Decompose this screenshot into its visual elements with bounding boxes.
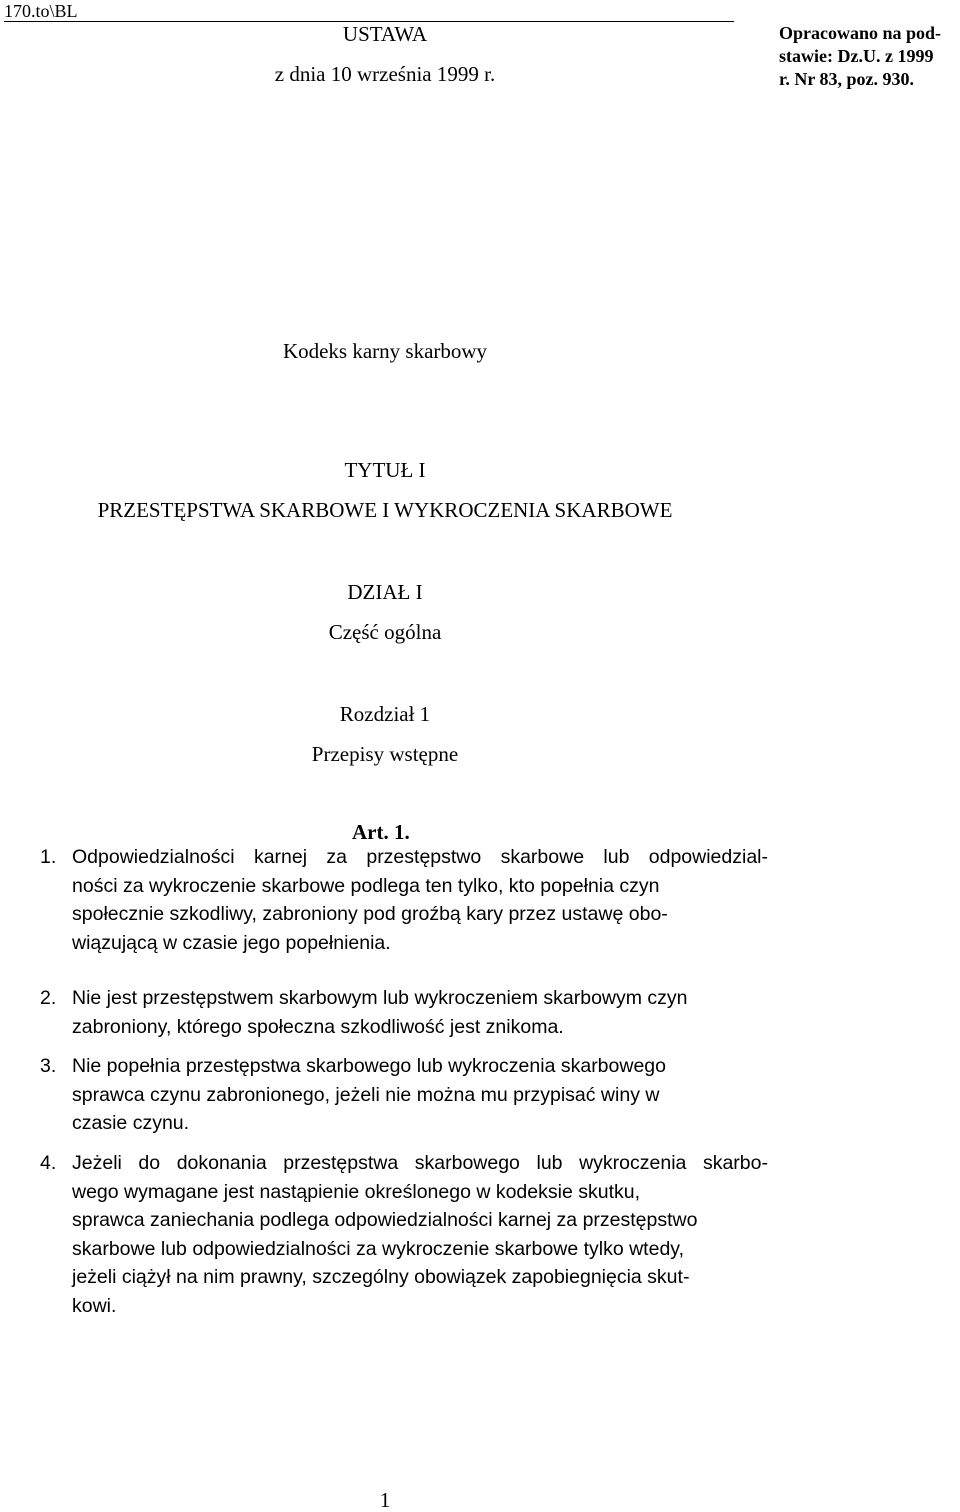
source-note <box>779 22 955 91</box>
chapter-label: Rozdział 1 <box>339 702 431 726</box>
source-note-line: stawie: Dz.U. z 1999 <box>779 46 934 66</box>
paragraph-line: kowi. <box>72 1294 117 1317</box>
paragraph-number: 1. <box>40 846 57 868</box>
chapter-name: Przepisy wstępne <box>311 742 459 766</box>
act-date: z dnia 10 września 1999 r. <box>274 62 496 86</box>
paragraph-line: zabroniony, którego społeczna szkodliwość jest znikoma. <box>72 1015 564 1038</box>
title-name: PRZESTĘPSTWA SKARBOWE I WYKROCZENIA SKARBOWE <box>97 498 673 522</box>
act-type: USTAWA <box>342 22 428 46</box>
article-heading: Art. 1. <box>352 820 410 844</box>
source-note-line: Opracowano na pod- <box>779 23 942 43</box>
paragraph-line: 4. Jeżeli do dokonania przestępstwa skarbowego lub wykroczenia skarbo- <box>40 1149 768 1178</box>
article-paragraph <box>40 843 768 957</box>
page-number: 1 <box>379 1488 391 1512</box>
article-paragraph <box>40 1052 768 1138</box>
article-paragraph <box>40 1149 768 1320</box>
paragraph-line: jeżeli ciążył na nim prawny, szczególny obowiązek zapobiegnięcia skut- <box>72 1266 690 1288</box>
source-note-line: r. Nr 83, poz. 930. <box>779 69 914 89</box>
paragraph-line: ności za wykroczenie skarbowe podlega ten tylko, kto popełnia czyn <box>72 874 660 897</box>
title-label: TYTUŁ I <box>344 458 426 482</box>
article-paragraph <box>40 984 768 1041</box>
paragraph-number: 3. <box>40 1055 57 1077</box>
paragraph-line: 3. Nie popełnia przestępstwa skarbowego lub wykroczenia skarbowego <box>40 1052 768 1081</box>
division-label: DZIAŁ I <box>347 580 423 604</box>
division-name: Część ogólna <box>328 620 442 644</box>
paragraph-line: 2. Nie jest przestępstwem skarbowym lub wykroczeniem skarbowym czyn <box>40 984 768 1013</box>
code-name: Kodeks karny skarbowy <box>282 339 488 363</box>
paragraph-line: sprawca zaniechania podlega odpowiedzialności karnej za przestępstwo <box>72 1209 698 1231</box>
paragraph-number: 4. <box>40 1152 57 1174</box>
paragraph-line: sprawca czynu zabronionego, jeżeli nie można mu przypisać winy w <box>72 1083 660 1106</box>
paragraph-line: 1. Odpowiedzialności karnej za przestępstwo skarbowe lub odpowiedzial- <box>40 843 768 872</box>
paragraph-line: społecznie szkodliwy, zabroniony pod groźbą kary przez ustawę obo- <box>72 903 668 925</box>
paragraph-line: czasie czynu. <box>72 1112 190 1134</box>
paragraph-line: skarbowe lub odpowiedzialności za wykroczenie skarbowe tylko wtedy, <box>72 1237 685 1260</box>
paragraph-line: wiązującą w czasie jego popełnienia. <box>72 931 391 954</box>
paragraph-line: wego wymagane jest nastąpienie określonego w kodeksie skutku, <box>72 1180 640 1203</box>
paragraph-number: 2. <box>40 987 57 1009</box>
running-header: 170.to\BL <box>4 1 78 21</box>
